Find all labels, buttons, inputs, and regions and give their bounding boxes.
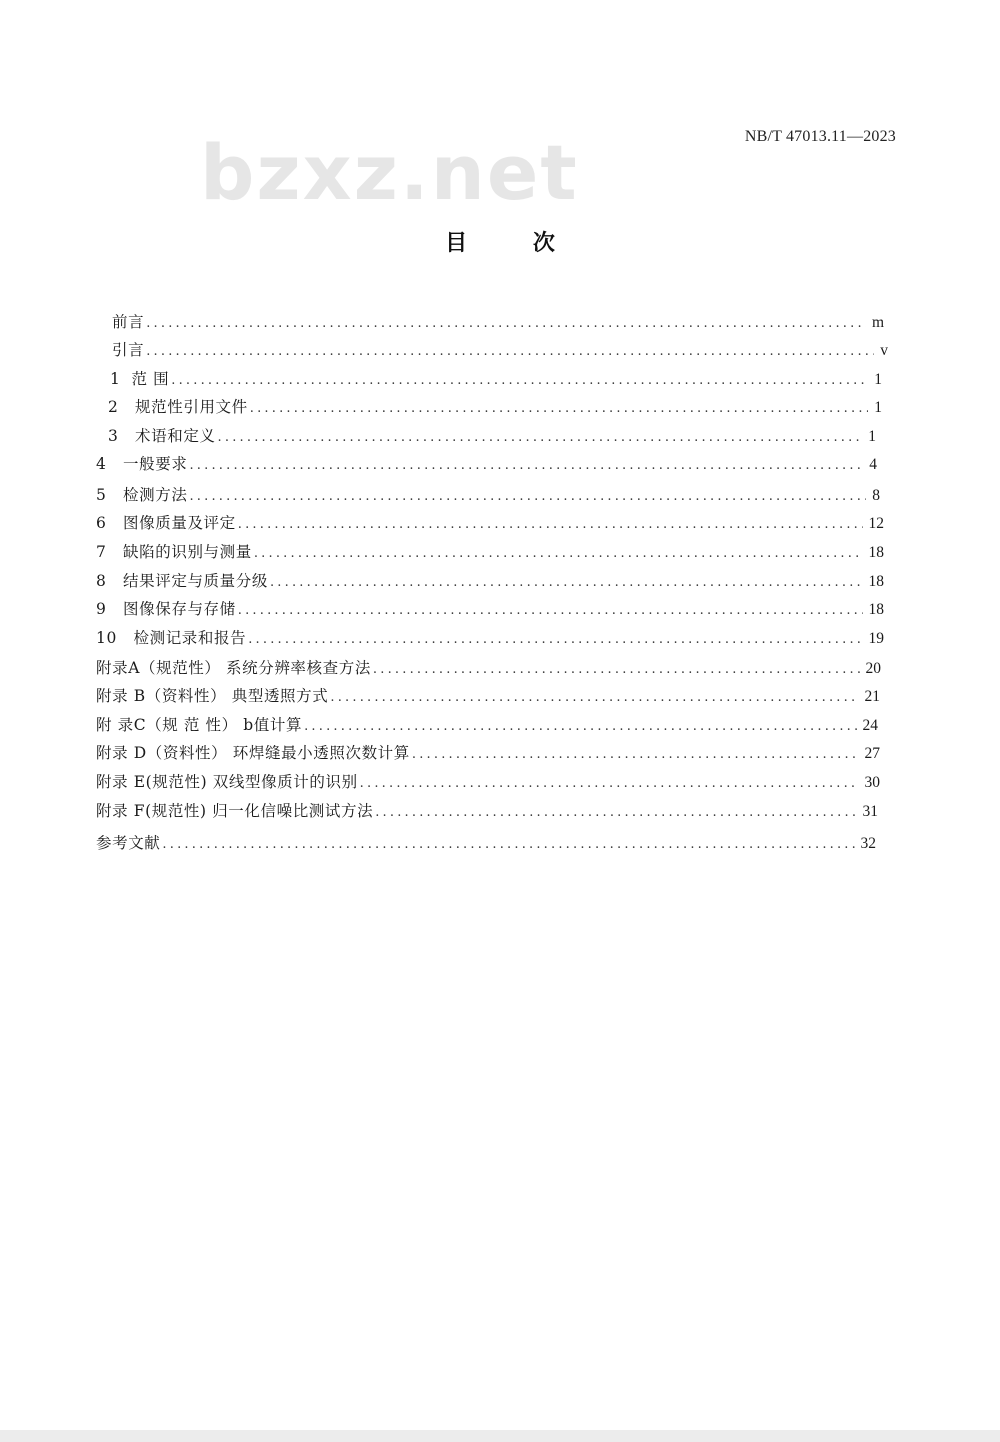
toc-entry-label: 参考文献 [96,834,161,852]
toc-dot-leader [270,572,863,594]
toc-entry-label: 附 录C（规 范 性） b值计算 [96,716,303,734]
toc-entry[interactable] [96,800,878,822]
toc-entry[interactable] [96,512,884,534]
toc-entry-page-number: 20 [865,660,881,677]
toc-entry[interactable] [96,541,884,563]
toc-entry-page-number: 32 [860,835,876,852]
watermark: bzxz.net [200,128,579,217]
toc-entry-page-number: m [871,314,884,331]
toc-dot-leader [162,834,854,856]
toc-entry[interactable] [112,311,884,333]
toc-entry[interactable] [96,570,884,592]
toc-entry-label: 附录 D（资料性） 环焊缝最小透照次数计算 [96,744,410,762]
toc-entry-label: 附录 E(规范性) 双线型像质计的识别 [96,773,358,791]
toc-entry-label: 9 图像保存与存储 [96,600,236,618]
toc-dot-leader [254,543,863,565]
toc-dot-leader [146,341,874,363]
toc-entry-label: 1 范 围 [110,370,170,388]
toc-entry[interactable] [108,396,882,418]
toc-entry-label: 7 缺陷的识别与测量 [96,543,252,561]
toc-dot-leader [218,427,863,449]
toc-dot-leader [248,629,862,651]
toc-dot-leader [189,455,863,477]
toc-entry-label: 附录A（规范性） 系统分辨率核查方法 [96,659,371,677]
toc-entry[interactable] [96,453,877,475]
toc-entry-page-number: 4 [869,456,877,473]
toc-entry-label: 5 检测方法 [96,486,188,504]
toc-entry-page-number: 18 [868,544,884,561]
toc-entry-label: 附录 B（资料性） 典型透照方式 [96,687,329,705]
toc-entry-page-number: 1 [874,399,882,416]
toc-entry[interactable] [112,339,888,361]
toc-dot-leader [304,716,856,738]
toc-entry-page-number: 18 [868,601,884,618]
toc-entry[interactable] [96,598,884,620]
toc-dot-leader [412,744,859,766]
toc-dot-leader [250,398,869,420]
toc-dot-leader [360,773,859,795]
toc-entry-page-number: 30 [864,774,880,791]
toc-entry-page-number: v [880,342,888,359]
toc-entry-page-number: 12 [868,515,884,532]
toc-dot-leader [171,370,868,392]
standard-number: NB/T 47013.11—2023 [744,128,896,145]
toc-entry-label: 附录 F(规范性) 归一化信噪比测试方法 [96,802,374,820]
toc-entry-label: 3 术语和定义 [108,427,216,445]
toc-entry[interactable] [108,425,876,447]
toc-dot-leader [330,687,858,709]
toc-entry-label: 6 图像质量及评定 [96,514,236,532]
toc-entry-page-number: 1 [868,428,876,445]
toc-entry[interactable] [96,832,876,854]
toc-entry-label: 10 检测记录和报告 [96,629,247,647]
toc-entry-page-number: 27 [864,745,880,762]
toc-entry-page-number: 24 [862,717,878,734]
toc-entry-page-number: 21 [864,688,880,705]
toc-dot-leader [189,486,866,508]
bottom-scroll-strip [0,1430,1000,1442]
page-title: 目 次 [445,231,555,256]
toc-entry[interactable] [96,685,880,707]
toc-entry[interactable] [96,484,880,506]
toc-entry[interactable] [96,657,881,679]
toc-entry[interactable] [96,627,884,649]
toc-entry-label: 引言 [112,341,145,359]
toc-entry-page-number: 31 [862,803,878,820]
toc-entry-page-number: 19 [868,630,884,647]
toc-entry-page-number: 8 [872,487,880,504]
toc-dot-leader [238,600,863,622]
toc-dot-leader [146,313,866,335]
toc-entry[interactable] [96,742,880,764]
toc-entry[interactable] [110,368,882,390]
toc-entry[interactable] [96,714,878,736]
toc-dot-leader [238,514,863,536]
toc-entry-page-number: 1 [874,371,882,388]
toc-entry-label: 2 规范性引用文件 [108,398,248,416]
toc-entry-page-number: 18 [868,573,884,590]
toc-entry-label: 8 结果评定与质量分级 [96,572,268,590]
toc-entry-label: 前言 [112,313,145,331]
toc-dot-leader [373,659,860,681]
toc-entry-label: 4 一般要求 [96,455,188,473]
toc-entry[interactable] [96,771,880,793]
toc-dot-leader [375,802,856,824]
